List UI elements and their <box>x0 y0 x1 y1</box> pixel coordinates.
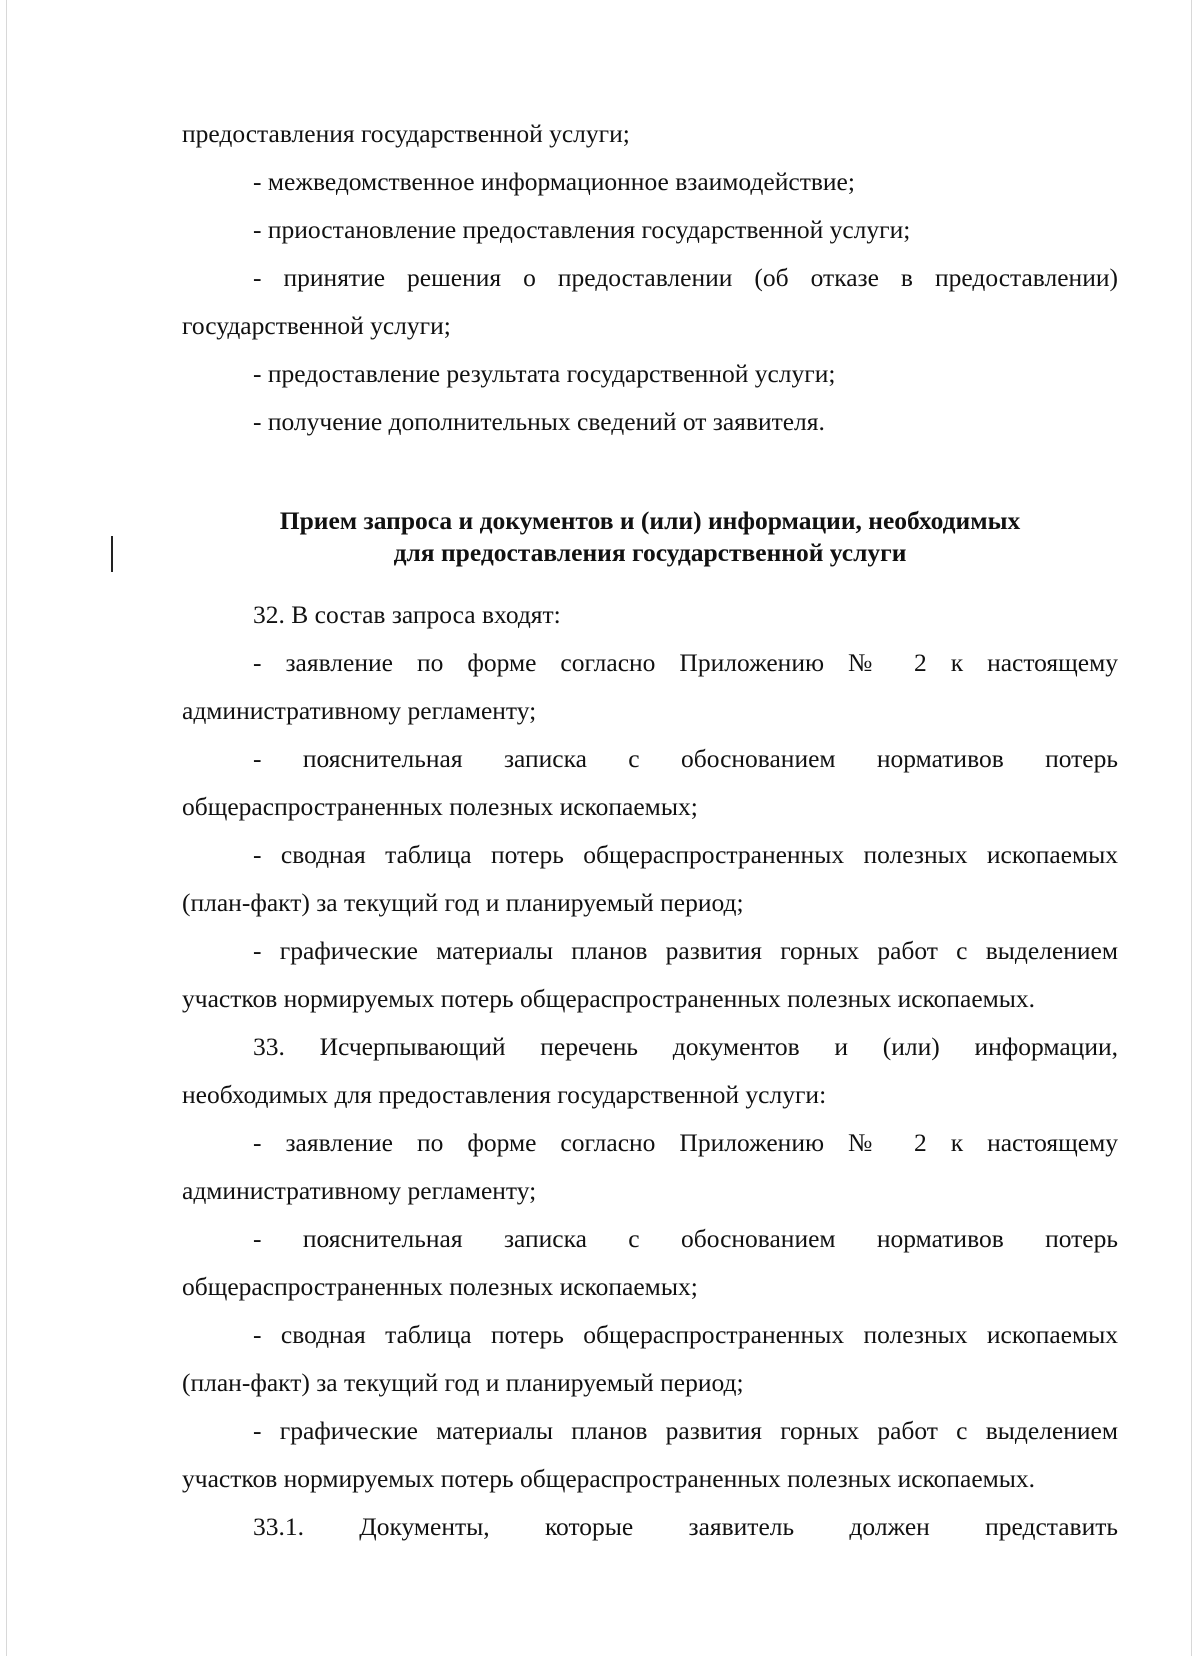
margin-mark <box>111 536 113 572</box>
list-item: - принятие решения о предоставлении (об отказе в предоставлении) <box>253 263 1118 292</box>
section-heading: для предоставления государственной услуги <box>393 538 907 567</box>
list-item: - приостановление предоставления государственной услуги; <box>253 215 911 244</box>
text-line: (план-факт) за текущий год и планируемый период; <box>182 888 744 917</box>
scan-right-edge <box>1191 0 1192 1656</box>
list-item: - заявление по форме согласно Приложению № 2 к настоящему <box>253 1128 1118 1157</box>
paragraph-number: 33. Исчерпывающий перечень документов и (или) информации, <box>253 1032 1118 1061</box>
list-item: - сводная таблица потерь общераспространенных полезных ископаемых <box>253 840 1118 869</box>
text-line: государственной услуги; <box>182 311 451 340</box>
list-item: - пояснительная записка с обоснованием нормативов потерь <box>253 1224 1118 1253</box>
list-item: - межведомственное информационное взаимодействие; <box>253 167 855 196</box>
list-item: - заявление по форме согласно Приложению № 2 к настоящему <box>253 648 1118 677</box>
list-item: - сводная таблица потерь общераспространенных полезных ископаемых <box>253 1320 1118 1349</box>
list-item: - графические материалы планов развития горных работ с выделением <box>253 936 1118 965</box>
list-item: - получение дополнительных сведений от заявителя. <box>253 407 825 436</box>
paragraph-number: 32. В состав запроса входят: <box>253 600 561 629</box>
text-line: (план-факт) за текущий год и планируемый период; <box>182 1368 744 1397</box>
scan-left-edge <box>6 0 7 1656</box>
text-line: необходимых для предоставления государственной услуги: <box>182 1080 827 1109</box>
section-heading: Прием запроса и документов и (или) информации, необходимых <box>279 506 1021 535</box>
text-line: административному регламенту; <box>182 696 537 725</box>
text-line: административному регламенту; <box>182 1176 537 1205</box>
text-line: участков нормируемых потерь общераспространенных полезных ископаемых. <box>182 984 1036 1013</box>
list-item: - графические материалы планов развития горных работ с выделением <box>253 1416 1118 1445</box>
text-line: общераспространенных полезных ископаемых; <box>182 792 698 821</box>
text-line: общераспространенных полезных ископаемых; <box>182 1272 698 1301</box>
text-line: участков нормируемых потерь общераспространенных полезных ископаемых. <box>182 1464 1036 1493</box>
paragraph-number: 33.1. Документы, которые заявитель должен представить <box>253 1512 1118 1541</box>
text-line: предоставления государственной услуги; <box>182 119 630 148</box>
list-item: - предоставление результата государственной услуги; <box>253 359 836 388</box>
list-item: - пояснительная записка с обоснованием нормативов потерь <box>253 744 1118 773</box>
